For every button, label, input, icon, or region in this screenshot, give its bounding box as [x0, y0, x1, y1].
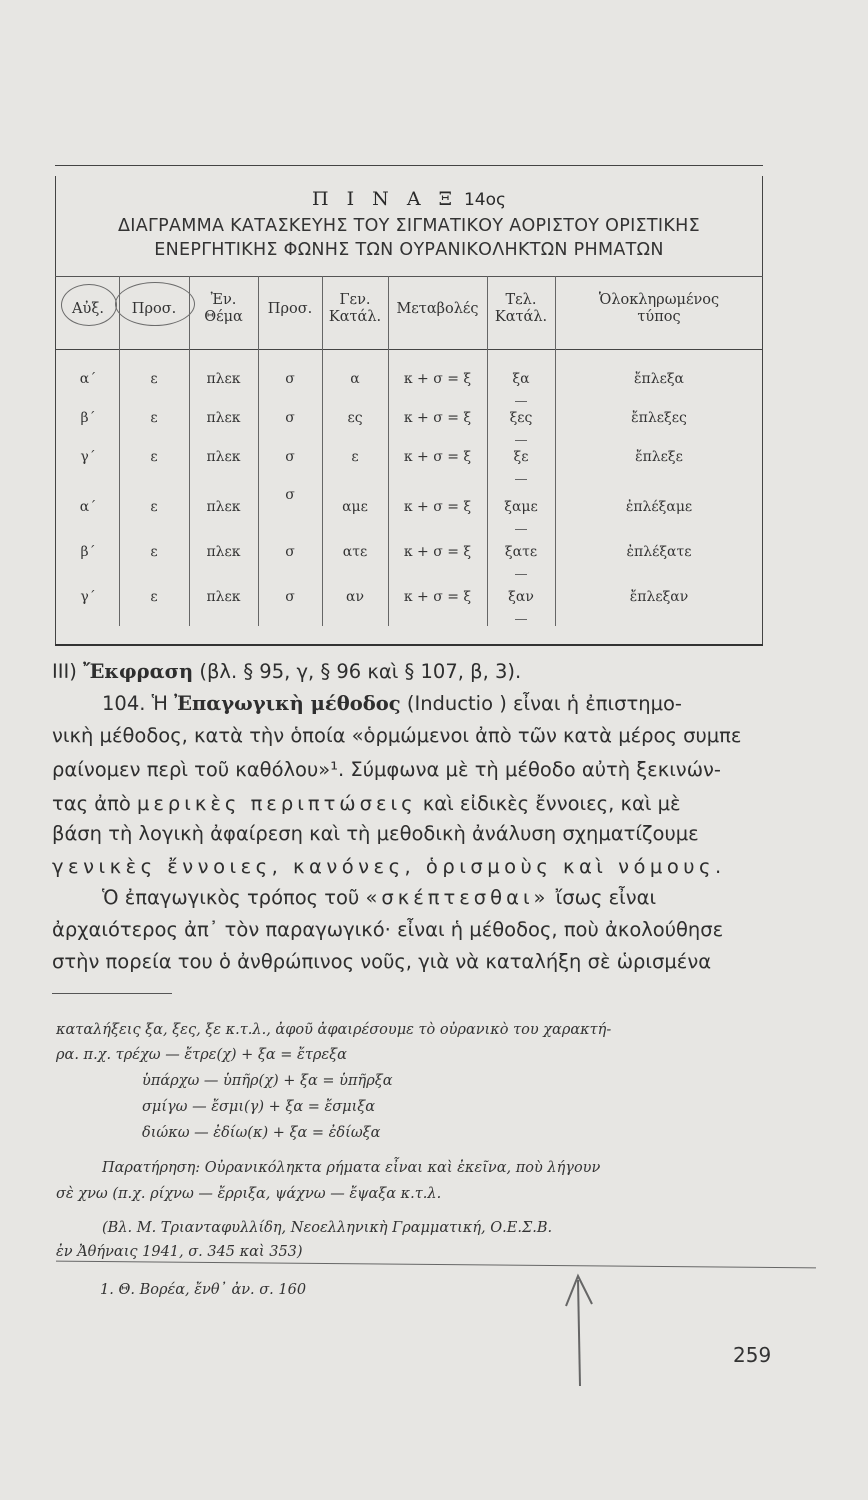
cell-change: κ + σ = ξ [403, 449, 472, 465]
col-header-full: Ὁλοκληρωμένος τύπος [598, 292, 720, 325]
cell-full-form: ἔπλεξες [631, 410, 687, 426]
table-title: Π Ι Ν Α Ξ 14ος [312, 188, 506, 210]
cell-change: κ + σ = ξ [403, 544, 472, 560]
col-header-pros1: Προσ. [131, 301, 177, 317]
table-subtitle-line2: ΕΝΕΡΓΗΤΙΚΗΣ ΦΩΝΗΣ ΤΩΝ ΟΥΡΑΝΙΚΟΛΗΚΤΩΝ ΡΗΜΑΤΩΝ [154, 240, 664, 260]
footnote-line: σὲ χνω (π.χ. ρίχνω — ἔρριξα, ψάχνω — ἔψαξα κ.τ.λ. [56, 1186, 442, 1202]
cell-stem: πλεκ [206, 589, 241, 605]
cell-change: κ + σ = ξ [403, 499, 472, 515]
page-number: 259 [733, 1343, 772, 1367]
cell-aux: ε [150, 371, 158, 387]
col-header-stem: Ἐν. Θέμα [204, 292, 243, 325]
text-line: ραίνομεν περὶ τοῦ καθόλου»¹. Σύμφωνα μὲ τὴ μέθοδο αὐτὴ ξεκινών- [52, 758, 721, 781]
cell-final: ξε [513, 449, 529, 465]
text-line: στὴν πορεία του ὁ ἀνθρώπινος νοῦς, γιὰ νὰ καταλήξη σὲ ὡρισμένα [52, 950, 712, 973]
footnote-line: καταλήξεις ξα, ξες, ξε κ.τ.λ., ἀφοῦ ἀφαιρέσουμε τὸ οὐρανικὸ του χαρακτή- [56, 1022, 612, 1038]
footnote-line: Παρατήρηση: Οὐρανικόληκτα ρήματα εἶναι καὶ ἐκεῖνα, ποὺ λήγουν [102, 1160, 601, 1176]
cell-sigma: σ [285, 589, 295, 605]
cell-change: κ + σ = ξ [403, 410, 472, 426]
cell-aux: ε [150, 410, 158, 426]
footnote-line: 1. Θ. Βορέα, ἔνθ᾽ ἀν. σ. 160 [100, 1282, 307, 1298]
footnote-line: σμίγω — ἔσμι(γ) + ξα = ἔσμιξα [142, 1099, 376, 1115]
cell-full-form: ἔπλεξαν [629, 589, 689, 605]
cell-full-form: ἔπλεξε [635, 449, 683, 465]
separator-dash [515, 574, 527, 575]
cell-sigma: σ [285, 449, 295, 465]
cell-stem: πλεκ [206, 410, 241, 426]
cell-full-form: ἐπλέξαμε [625, 499, 693, 515]
cell-person: α΄ [79, 371, 97, 387]
cell-person: γ΄ [80, 589, 96, 605]
separator-dash [515, 440, 527, 441]
cell-stem: πλεκ [206, 449, 241, 465]
col-header-changes: Μεταβολές [396, 301, 479, 317]
cell-ending: αν [346, 589, 364, 605]
cell-ending: ατε [342, 544, 368, 560]
pencil-underline-mark [56, 1261, 816, 1269]
cell-sigma: σ [285, 487, 295, 503]
text-line: 104. Ἡ Ἐπαγωγικὴ μέθοδος (Inductio ) εἶναι ἡ ἐπιστημο- [102, 692, 682, 715]
text-line: Ὁ ἐπαγωγικὸς τρόπος τοῦ «σκέπτεσθαι» ἴσως εἶναι [102, 886, 657, 909]
col-header-pros2: Προσ. [267, 301, 313, 317]
text-line: νικὴ μέθοδος, κατὰ τὴν ὁποία «ὁρμώμενοι ἀπὸ τῶν κατὰ μέρος συμπε [52, 724, 742, 747]
cell-stem: πλεκ [206, 544, 241, 560]
text-line: ΙΙΙ) Ἔκφραση (βλ. § 95, γ, § 96 καὶ § 107, β, 3). [52, 660, 522, 683]
pencil-circle-mark [61, 284, 117, 326]
cell-aux: ε [150, 449, 158, 465]
cell-ending: ες [347, 410, 363, 426]
cell-final: ξατε [504, 544, 538, 560]
col-header-aux: Αὐξ. [72, 301, 104, 317]
cell-ending: αμε [342, 499, 368, 515]
cell-full-form: ἐπλέξατε [626, 544, 692, 560]
cell-aux: ε [150, 544, 158, 560]
text-line: βάση τὴ λογικὴ ἀφαίρεση καὶ τὴ μεθοδικὴ ἀνάλυση σχηματίζουμε [52, 822, 699, 845]
cell-aux: ε [150, 589, 158, 605]
cell-ending: ε [351, 449, 359, 465]
footnote-line: (Βλ. Μ. Τριανταφυλλίδη, Νεοελληνικὴ Γραμματική, Ο.Ε.Σ.Β. [102, 1220, 553, 1236]
cell-full-form: ἔπλεξα [633, 371, 684, 387]
col-header-tel: Τελ. Κατάλ. [494, 292, 548, 325]
paradigm-table [55, 165, 763, 646]
pencil-circle-mark [115, 282, 195, 326]
separator-dash [515, 619, 527, 620]
footnote-separator [52, 993, 172, 994]
cell-final: ξαν [508, 589, 534, 605]
footnote-line: ρα. π.χ. τρέχω — ἔτρε(χ) + ξα = ἔτρεξα [56, 1047, 347, 1063]
cell-ending: α [350, 371, 360, 387]
cell-person: β΄ [80, 410, 96, 426]
cell-stem: πλεκ [206, 371, 241, 387]
cell-final: ξαμε [504, 499, 538, 515]
cell-sigma: σ [285, 371, 295, 387]
footnote-line: ὑπάρχω — ὑπῆρ(χ) + ξα = ὑπῆρξα [142, 1073, 393, 1089]
cell-change: κ + σ = ξ [403, 589, 472, 605]
footnote-line: διώκω — ἐδίω(κ) + ξα = ἐδίωξα [142, 1125, 381, 1141]
separator-dash [515, 479, 527, 480]
cell-sigma: σ [285, 544, 295, 560]
cell-final: ξα [512, 371, 530, 387]
cell-stem: πλεκ [206, 499, 241, 515]
cell-change: κ + σ = ξ [403, 371, 472, 387]
cell-sigma: σ [285, 410, 295, 426]
table-subtitle-line1: ΔΙΑΓΡΑΜΜΑ ΚΑΤΑΣΚΕΥΗΣ ΤΟΥ ΣΙΓΜΑΤΙΚΟΥ ΑΟΡΙΣΤΟΥ ΟΡΙΣΤΙΚΗΣ [118, 216, 700, 236]
cell-final: ξες [509, 410, 533, 426]
text-line: ἀρχαιότερος ἀπ᾽ τὸν παραγωγικό· εἶναι ἡ μέθοδος, ποὺ ἀκολούθησε [52, 918, 724, 941]
cell-aux: ε [150, 499, 158, 515]
separator-dash [515, 529, 527, 530]
cell-person: γ΄ [80, 449, 96, 465]
cell-person: β΄ [80, 544, 96, 560]
separator-dash [515, 401, 527, 402]
col-header-gen: Γεν. Κατάλ. [328, 292, 382, 325]
pencil-arrow-mark [556, 1268, 606, 1388]
footnote-line: ἐν Ἀθήναις 1941, σ. 345 καὶ 353) [56, 1244, 303, 1260]
text-line: γενικὲς ἔννοιες, κανόνες, ὁρισμοὺς καὶ νόμους. [52, 855, 726, 878]
cell-person: α΄ [79, 499, 97, 515]
text-line: τας ἀπὸ μερικὲς περιπτώσεις καὶ εἰδικὲς ἔννοιες, καὶ μὲ [52, 792, 681, 815]
